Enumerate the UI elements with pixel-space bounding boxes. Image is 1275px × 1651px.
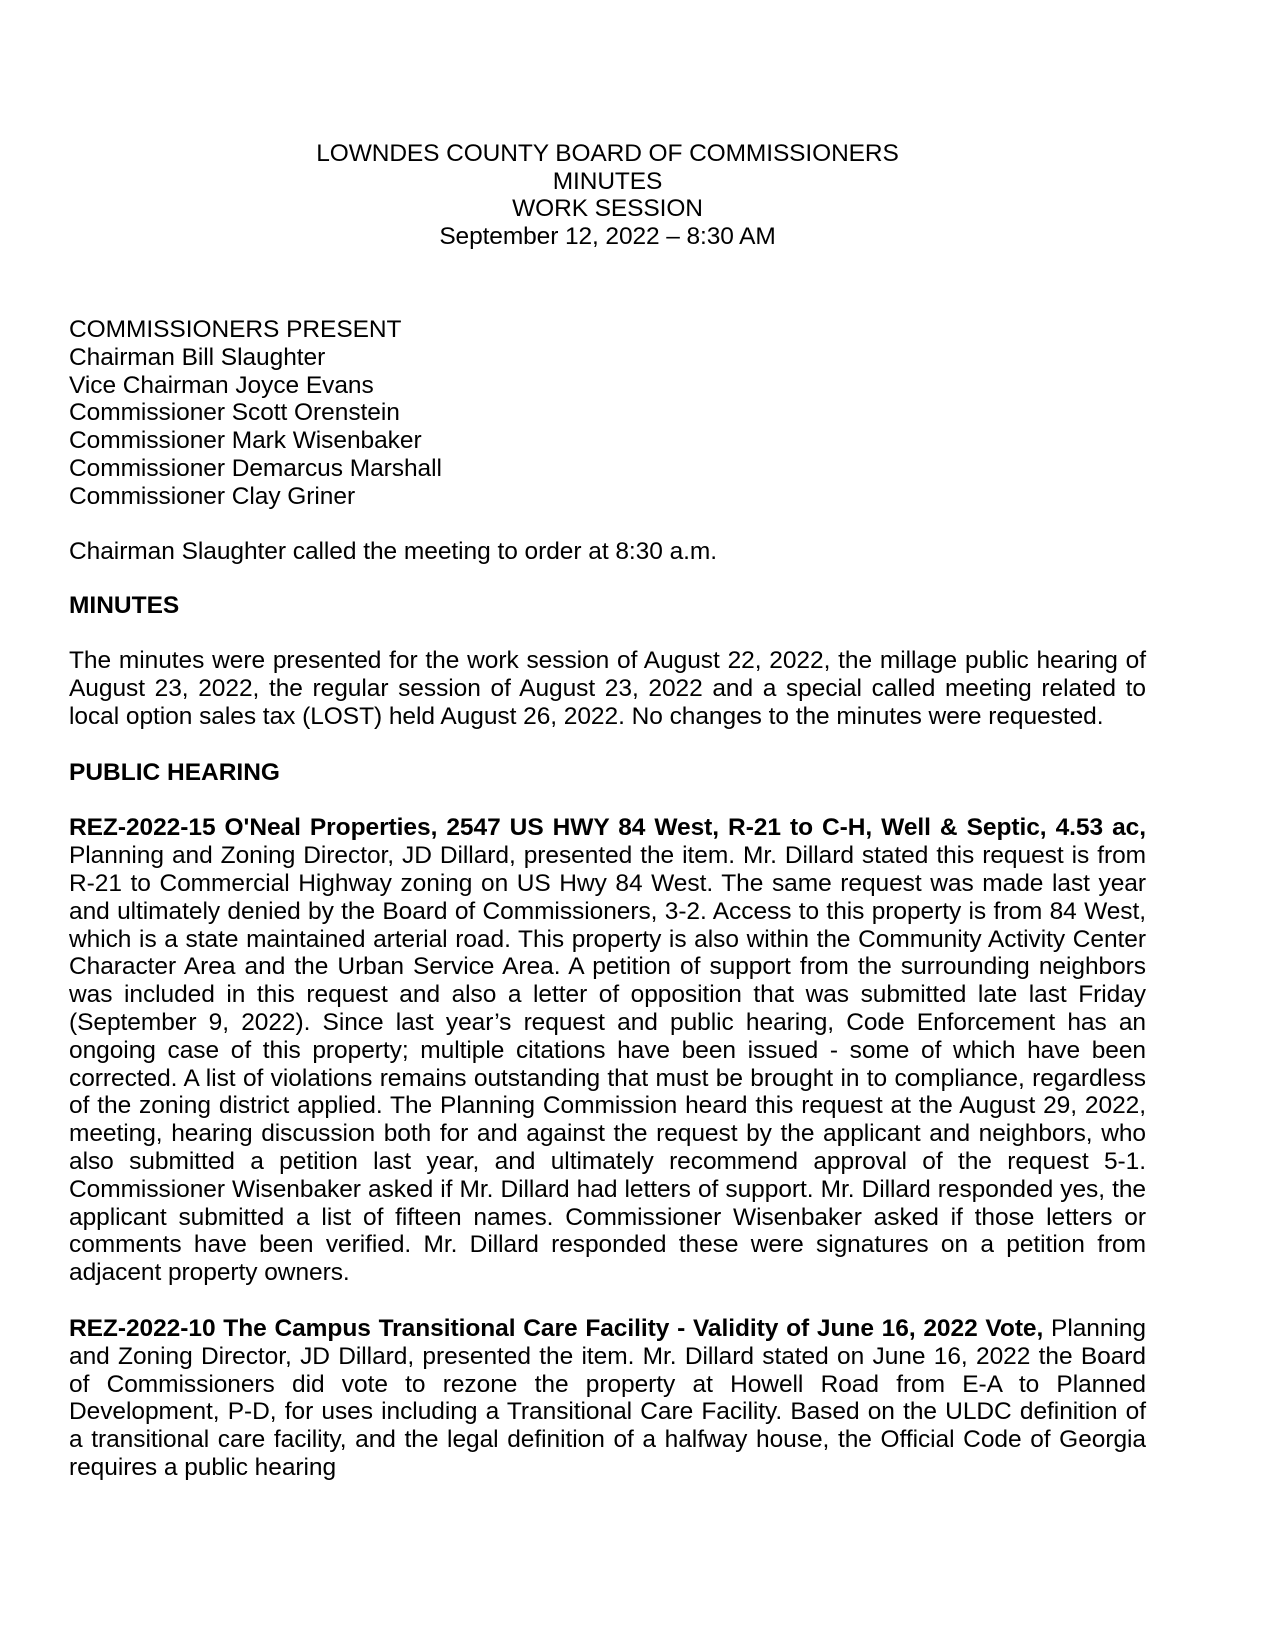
minutes-section-heading: MINUTES (69, 592, 180, 620)
call-to-order-paragraph: Chairman Slaughter called the meeting to order at 8:30 a.m. (69, 537, 718, 565)
public-hearing-item-rez-2022-10 (69, 1315, 1146, 1482)
item-title-rez-2022-10: REZ-2022-10 The Campus Transitional Care Facility - Validity of June 16, 2022 Vote, (69, 1314, 1044, 1342)
page-content (69, 0, 1146, 1482)
header-title-line-2: MINUTES (552, 167, 663, 195)
item-body-rez-2022-10: Planning and Zoning Director, JD Dillard, presented the item. Mr. Dillard stated on June 16, 2022 the Board of Commissioners did vote to rezone the property at Howell Road from E-A to Planned Development, P-D, for uses including a Transitional Care Facility. Based on the ULDC definition of a transitional care facility, and the legal definition of a halfway house, the Official Code of Georgia requires a public hearing (69, 1314, 1146, 1481)
attendee-vice-chairman: Vice Chairman Joyce Evans (69, 371, 374, 399)
attendee-chairman: Chairman Bill Slaughter (69, 343, 326, 371)
attendee-commissioner-marshall: Commissioner Demarcus Marshall (69, 454, 442, 482)
commissioners-present-block (69, 316, 1146, 511)
header-date-line: September 12, 2022 – 8:30 AM (439, 222, 776, 250)
attendee-commissioner-griner: Commissioner Clay Griner (69, 482, 356, 510)
minutes-paragraph: The minutes were presented for the work session of August 22, 2022, the millage public hearing of August 23, 2022, the regular session of August 23, 2022 and a special called meeting related to local option sales tax (LOST) held August 26, 2022. No changes to the minutes were requested. (69, 647, 1146, 730)
header-title-line-1: LOWNDES COUNTY BOARD OF COMMISSIONERS (316, 140, 899, 167)
item-title-rez-2022-15: REZ-2022-15 O'Neal Properties, 2547 US HWY 84 West, R-21 to C-H, Well & Septic, 4.53 ac, (69, 814, 1146, 842)
public-hearing-section-heading: PUBLIC HEARING (69, 758, 280, 786)
public-hearing-item-rez-2022-15 (69, 814, 1146, 1287)
header-title-line-3: WORK SESSION (512, 195, 703, 222)
document-header (69, 140, 1146, 250)
attendee-commissioner-orenstein: Commissioner Scott Orenstein (69, 399, 400, 427)
attendee-commissioner-wisenbaker: Commissioner Mark Wisenbaker (69, 427, 422, 455)
item-body-rez-2022-15: Planning and Zoning Director, JD Dillard, presented the item. Mr. Dillard stated this request is from R-21 to Commercial Highway zoning on US Hwy 84 West. The same request was made last year and ultimately denied by the Board of Commissioners, 3-2. Access to this property is from 84 West, which is a state maintained arterial road. This property is also within the Community Activity Center Character Area and the Urban Service Area. A petition of support from the surrounding neighbors was included in this request and also a letter of opposition that was submitted late last Friday (September 9, 2022). Since last year’s request and public hearing, Code Enforcement has an ongoing case of this property; multiple citations have been issued - some of which have been corrected. A list of violations remains outstanding that must be brought in to compliance, regardless of the zoning district applied. The Planning Commission heard this request at the August 29, 2022, meeting, hearing discussion both for and against the request by the applicant and neighbors, who also submitted a petition last year, and ultimately recommend approval of the request 5-1. Commissioner Wisenbaker asked if Mr. Dillard had letters of support. Mr. Dillard responded yes, the applicant submitted a list of fifteen names. Commissioner Wisenbaker asked if those letters or comments have been verified. Mr. Dillard responded these were signatures on a petition from adjacent property owners. (69, 842, 1146, 1287)
commissioners-present-heading: COMMISSIONERS PRESENT (69, 316, 402, 343)
